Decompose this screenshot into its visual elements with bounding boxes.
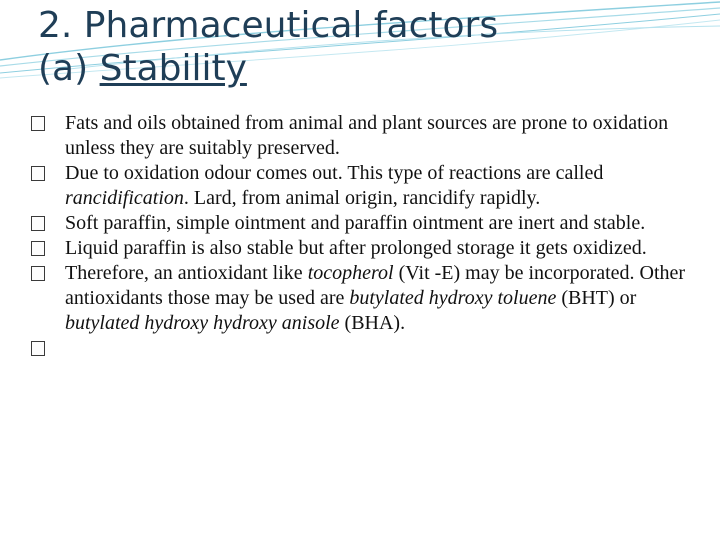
title-topic: Stability xyxy=(99,48,247,89)
bullet-box-icon xyxy=(31,341,45,356)
bullet-text: (BHA). xyxy=(339,312,406,334)
bullet-box-icon xyxy=(31,216,45,231)
slide-title xyxy=(38,4,498,90)
bullet-box-icon xyxy=(31,166,45,181)
bullet-item xyxy=(28,261,688,336)
bullet-item xyxy=(28,236,688,261)
bullet-text: (BHT) or xyxy=(556,287,637,309)
bullet-text: Soft paraffin, simple ointment and paraffin ointment are inert and stable. xyxy=(65,212,646,234)
bullet-item xyxy=(28,161,688,211)
bullet-text: (Vit -E) may be incorporated. Other antioxidants those may be used are xyxy=(65,262,686,309)
title-line-1: 2. Pharmaceutical factors xyxy=(38,5,499,46)
bullet-term: rancidification xyxy=(65,187,184,209)
bullet-box-icon xyxy=(31,116,45,131)
bullet-box-icon xyxy=(31,266,45,281)
bullet-text: . Lard, from animal origin, rancidify rapidly. xyxy=(183,187,541,209)
bullet-item xyxy=(28,211,688,236)
bullet-text: Fats and oils obtained from animal and plant sources are prone to oxidation unless they are suitably preserved. xyxy=(65,112,669,159)
bullet-text: Therefore, an antioxidant like xyxy=(65,262,308,284)
bullet-item-empty xyxy=(28,336,688,361)
bullet-text: Due to oxidation odour comes out. This type of reactions are called xyxy=(65,162,604,184)
title-prefix: (a) xyxy=(38,48,100,89)
bullet-text: Liquid paraffin is also stable but after prolonged storage it gets oxidized. xyxy=(65,237,647,259)
bullet-term: butylated hydroxy hydroxy anisole xyxy=(65,312,340,334)
bullet-item xyxy=(28,111,688,161)
title-line-2 xyxy=(38,47,498,90)
bullet-list xyxy=(28,111,688,361)
bullet-term: tocopherol xyxy=(307,262,394,284)
bullet-term: butylated hydroxy toluene xyxy=(349,287,557,309)
bullet-box-icon xyxy=(31,241,45,256)
